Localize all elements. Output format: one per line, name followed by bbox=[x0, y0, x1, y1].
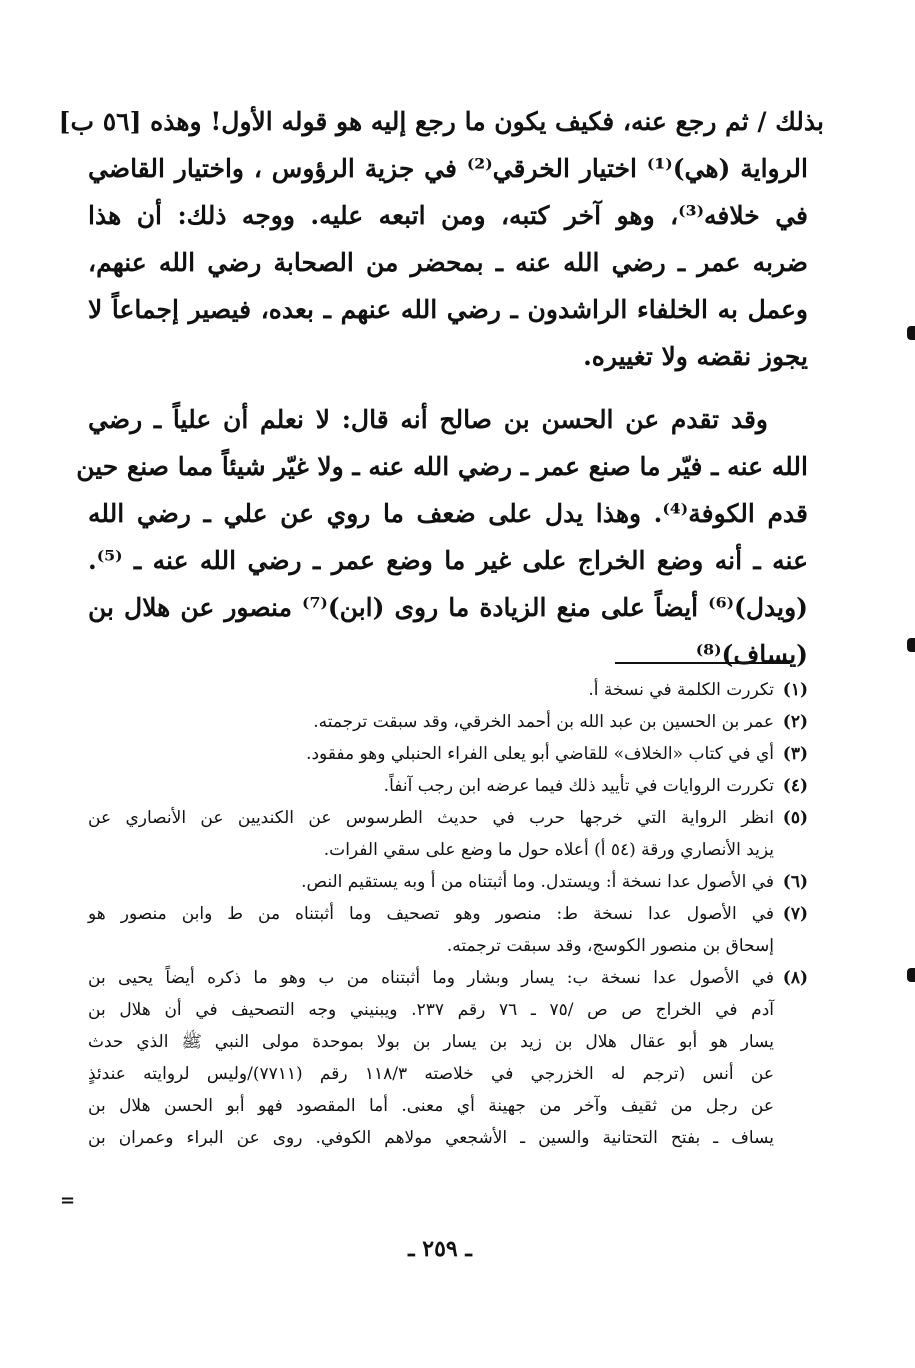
footnote bbox=[88, 674, 808, 706]
margin-mark bbox=[907, 638, 915, 652]
paragraph-gap bbox=[88, 380, 808, 396]
text-line: في خلافه⁽³⁾، وهو آخر كتبه، ومن اتبعه عليه. ووجه ذلك: أن هذا bbox=[88, 201, 808, 230]
footnote-line: في الأصول عدا نسخة ط: منصور وهو تصحيف وما أثبتناه من ط وابن منصور هو bbox=[88, 904, 774, 924]
text-line: الرواية (هي)⁽¹⁾ اختيار الخرقي⁽²⁾ في جزية الرؤوس ، واختيار القاضي bbox=[88, 154, 808, 183]
footnote-line: انظر الرواية التي خرجها حرب في حديث الطرسوس عن الكنديين عن الأنصاري عن bbox=[88, 808, 774, 828]
footnote-line: في الأصول عدا نسخة أ: ويستدل. وما أثبتناه من أ وبه يستقيم النص. bbox=[301, 872, 774, 892]
text-line: الله عنه ـ فيّر ما صنع عمر ـ رضي الله عنه ـ ولا غيّر شيئاً مما صنع حين bbox=[76, 452, 808, 481]
continuation-mark: = bbox=[60, 1190, 76, 1211]
footnote-number: (١) bbox=[782, 680, 808, 700]
footnote-line: آدم في الخراج ص ص /٧٥ ـ ٧٦ رقم ٢٣٧. ويبنيني وجه التصحيف في أن هلال بن bbox=[88, 1000, 774, 1020]
footnote-number: (٤) bbox=[782, 776, 808, 796]
footnote bbox=[88, 898, 808, 962]
text-line: وقد تقدم عن الحسن بن صالح أنه قال: لا نعلم أن علياً ـ رضي bbox=[88, 405, 768, 434]
footnote-line: عن رجل من ثقيف وآخر من جهينة أي معنى. أما المقصود فهو أبو الحسن هلال بن bbox=[88, 1096, 774, 1116]
text-line: وعمل به الخلفاء الراشدون ـ رضي الله عنهم ـ بعده، فيصير إجماعاً لا bbox=[88, 295, 808, 324]
footnote bbox=[88, 738, 808, 770]
footnote-line: يزيد الأنصاري ورقة (٥٤ أ) أعلاه حول ما وضع على سقي الفرات. bbox=[323, 840, 774, 860]
footnote-number: (٧) bbox=[782, 904, 808, 924]
text-line: عنه ـ أنه وضع الخراج على غير ما وضع عمر ـ رضي الله عنه ـ ⁽⁵⁾. bbox=[88, 546, 808, 575]
footnote-line: يسار هو أبو عقال هلال بن زيد بن يسار بن بولا بموحدة مولى النبي ﷺ الذي حدث bbox=[88, 1032, 774, 1052]
footnotes bbox=[88, 674, 808, 1154]
footnote-number: (٢) bbox=[782, 712, 808, 732]
footnote bbox=[88, 706, 808, 738]
footnote bbox=[88, 962, 808, 1154]
footnote bbox=[88, 802, 808, 866]
page-number: ـ ٢٥٩ ـ bbox=[408, 1236, 472, 1262]
footnote-number: (٥) bbox=[782, 808, 808, 828]
footnote bbox=[88, 770, 808, 802]
footnote bbox=[88, 866, 808, 898]
footnote-line: عمر بن الحسين بن عبد الله بن أحمد الخرقي، وقد سبقت ترجمته. bbox=[313, 712, 774, 732]
footnote-number: (٨) bbox=[782, 968, 808, 988]
text-line: (يساف)⁽⁸⁾ bbox=[695, 640, 808, 669]
text-line: ضربه عمر ـ رضي الله عنه ـ بمحضر من الصحابة رضي الله عنهم، bbox=[88, 248, 808, 277]
text-line: (ويدل)⁽⁶⁾ أيضاً على منع الزيادة ما روى (ابن)⁽⁷⁾ منصور عن هلال بن bbox=[88, 593, 808, 622]
footnote-number: (٦) bbox=[782, 872, 808, 892]
footnote-line: في الأصول عدا نسخة ب: يسار وبشار وما أثبتناه من ب وهو ما ذكره أيضاً يحيى بن bbox=[88, 968, 774, 988]
footnote-line: عن أنس (ترجم له الخزرجي في خلاصته ١١٨/٣ رقم (٧٧١١)/وليس لروايته عندئذٍ bbox=[88, 1064, 775, 1084]
footnote-line: تكررت الروايات في تأييد ذلك فيما عرضه ابن رجب آنفاً. bbox=[383, 776, 774, 796]
main-text bbox=[58, 98, 824, 678]
text-line: يجوز نقضه ولا تغييره. bbox=[583, 342, 808, 371]
margin-mark bbox=[907, 968, 915, 982]
text-line: بذلك / ثم رجع عنه، فكيف يكون ما رجع إليه هو قوله الأول! وهذه [٥٦ ب] bbox=[58, 107, 824, 136]
footnote-line: أي في كتاب «الخلاف» للقاضي أبو يعلى الفراء الحنبلي وهو مفقود. bbox=[306, 744, 774, 764]
footnote-number: (٣) bbox=[782, 744, 808, 764]
footnote-line: إسحاق بن منصور الكوسج، وقد سبقت ترجمته. bbox=[446, 936, 774, 956]
footnote-line: يساف ـ بفتح التحتانية والسين ـ الأشجعي مولاهم الكوفي. روى عن البراء وعمران بن bbox=[88, 1128, 774, 1148]
footnote-line: تكررت الكلمة في نسخة أ. bbox=[588, 680, 774, 700]
footnote-separator bbox=[615, 662, 790, 664]
margin-mark bbox=[907, 326, 915, 340]
text-line: قدم الكوفة⁽⁴⁾. وهذا يدل على ضعف ما روي عن علي ـ رضي الله bbox=[88, 499, 809, 528]
